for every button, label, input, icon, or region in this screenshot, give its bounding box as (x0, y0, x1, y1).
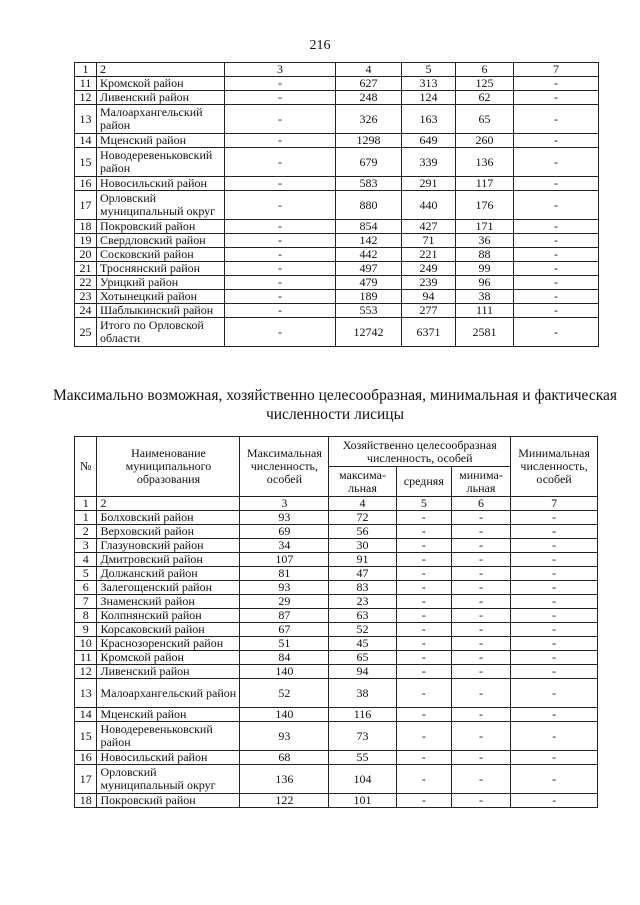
table-header-row (75, 437, 598, 467)
table-row (75, 63, 599, 77)
cell-value: 34 (240, 539, 329, 553)
cell-value: - (514, 91, 599, 105)
cell-value: 104 (329, 765, 396, 794)
cell-value: - (514, 304, 599, 318)
cell-value: 6 (451, 497, 510, 511)
cell-value: 12 (75, 91, 97, 105)
cell-value: 497 (336, 262, 402, 276)
table-row (75, 609, 598, 623)
table-row (75, 91, 599, 105)
cell-value: - (514, 134, 599, 148)
cell-value: - (514, 262, 599, 276)
cell-value: 111 (456, 304, 514, 318)
col-header-econ-avg: средняя (396, 467, 451, 497)
cell-value: - (396, 765, 451, 794)
cell-value: 2581 (456, 318, 514, 347)
table-row (75, 595, 598, 609)
cell-value: - (511, 553, 598, 567)
cell-value: 15 (75, 722, 97, 751)
cell-value: 442 (336, 248, 402, 262)
cell-value: - (451, 765, 510, 794)
cell-value: 84 (240, 651, 329, 665)
cell-value: - (514, 276, 599, 290)
cell-name: Мценский район (97, 708, 240, 722)
cell-value: - (396, 722, 451, 751)
cell-value: - (451, 794, 510, 808)
cell-value: - (514, 220, 599, 234)
cell-value: 21 (75, 262, 97, 276)
cell-value: 13 (75, 105, 97, 134)
cell-value: 291 (402, 177, 456, 191)
table-row (75, 177, 599, 191)
cell-value: 73 (329, 722, 396, 751)
cell-value: 23 (329, 595, 396, 609)
cell-value: 140 (240, 665, 329, 679)
cell-value: 6 (456, 63, 514, 77)
cell-name: Новодеревеньковский район (97, 148, 225, 177)
cell-value: - (396, 637, 451, 651)
cell-value: - (396, 665, 451, 679)
table-row (75, 539, 598, 553)
cell-value: 96 (456, 276, 514, 290)
cell-value: - (451, 637, 510, 651)
cell-value: 71 (402, 234, 456, 248)
cell-value: - (396, 794, 451, 808)
cell-value: 19 (75, 234, 97, 248)
cell-value: 627 (336, 77, 402, 91)
cell-name: 2 (97, 63, 225, 77)
cell-value: 553 (336, 304, 402, 318)
table-row (75, 290, 599, 304)
table-row (75, 304, 599, 318)
cell-value: - (451, 567, 510, 581)
col-header-min: Минимальная численность, особей (511, 437, 598, 497)
cell-value: - (511, 581, 598, 595)
cell-value: 1 (75, 63, 97, 77)
cell-name: Ливенский район (97, 91, 225, 105)
cell-value: - (451, 539, 510, 553)
cell-value: - (514, 77, 599, 91)
cell-value: - (396, 595, 451, 609)
cell-name: Дмитровский район (97, 553, 240, 567)
cell-name: Орловский муниципальный округ (97, 765, 240, 794)
section-heading: Максимально возможная, хозяйственно целесообразная, минимальная и фактическая численности лисицы (52, 387, 618, 423)
cell-value: 36 (456, 234, 514, 248)
cell-value: 679 (336, 148, 402, 177)
cell-value: 116 (329, 708, 396, 722)
cell-value: 11 (75, 77, 97, 91)
cell-value: 117 (456, 177, 514, 191)
table-row (75, 722, 598, 751)
cell-value: 65 (456, 105, 514, 134)
table-row (75, 794, 598, 808)
cell-value: 72 (329, 511, 396, 525)
cell-value: - (225, 77, 336, 91)
cell-value: - (511, 525, 598, 539)
cell-value: 94 (329, 665, 396, 679)
table-row (75, 276, 599, 290)
cell-value: 38 (456, 290, 514, 304)
cell-value: - (225, 248, 336, 262)
cell-value: - (396, 623, 451, 637)
cell-name: Новосильский район (97, 751, 240, 765)
cell-value: - (225, 234, 336, 248)
cell-value: 55 (329, 751, 396, 765)
cell-value: 440 (402, 191, 456, 220)
cell-value: - (511, 609, 598, 623)
cell-value: - (396, 679, 451, 708)
cell-value: 221 (402, 248, 456, 262)
cell-value: 14 (75, 708, 97, 722)
cell-value: - (225, 276, 336, 290)
cell-value: 339 (402, 148, 456, 177)
cell-value: 38 (329, 679, 396, 708)
cell-value: 93 (240, 722, 329, 751)
cell-name: Глазуновский район (97, 539, 240, 553)
table-row (75, 708, 598, 722)
cell-value: - (511, 637, 598, 651)
cell-value: - (396, 609, 451, 623)
cell-value: 52 (240, 679, 329, 708)
cell-name: Хотынецкий район (97, 290, 225, 304)
cell-value: 17 (75, 765, 97, 794)
cell-value: 29 (240, 595, 329, 609)
cell-value: - (514, 318, 599, 347)
cell-value: 4 (75, 553, 97, 567)
cell-value: 17 (75, 191, 97, 220)
cell-value: - (225, 220, 336, 234)
cell-value: 22 (75, 276, 97, 290)
cell-value: - (511, 722, 598, 751)
cell-value: - (514, 105, 599, 134)
cell-value: - (225, 134, 336, 148)
cell-value: 18 (75, 794, 97, 808)
cell-value: 67 (240, 623, 329, 637)
cell-name: Орловский муниципальный округ (97, 191, 225, 220)
cell-value: 52 (329, 623, 396, 637)
cell-value: 4 (336, 63, 402, 77)
table-row (75, 511, 598, 525)
cell-value: 99 (456, 262, 514, 276)
cell-value: - (396, 539, 451, 553)
cell-value: - (511, 511, 598, 525)
cell-value: 13 (75, 679, 97, 708)
cell-value: 6 (75, 581, 97, 595)
cell-value: - (511, 595, 598, 609)
table-row (75, 318, 599, 347)
table-continuation (74, 62, 599, 347)
cell-value: - (225, 318, 336, 347)
cell-value: 140 (240, 708, 329, 722)
table-row (75, 134, 599, 148)
cell-value: - (451, 581, 510, 595)
cell-value: 5 (396, 497, 451, 511)
cell-name: Кромской район (97, 651, 240, 665)
cell-name: Шаблыкинский район (97, 304, 225, 318)
cell-value: 94 (402, 290, 456, 304)
cell-name: Малоархангельский район (97, 679, 240, 708)
cell-value: 249 (402, 262, 456, 276)
table-row (75, 262, 599, 276)
cell-value: - (225, 105, 336, 134)
table-row (75, 765, 598, 794)
cell-value: - (451, 511, 510, 525)
cell-value: 18 (75, 220, 97, 234)
cell-value: - (511, 751, 598, 765)
cell-value: 880 (336, 191, 402, 220)
cell-value: - (451, 595, 510, 609)
table-row (75, 651, 598, 665)
cell-value: - (511, 665, 598, 679)
cell-value: 14 (75, 134, 97, 148)
cell-value: 313 (402, 77, 456, 91)
cell-value: - (225, 262, 336, 276)
table-row (75, 77, 599, 91)
col-header-econ-min: минима-льная (451, 467, 510, 497)
cell-value: 11 (75, 651, 97, 665)
cell-value: - (451, 525, 510, 539)
cell-value: - (451, 679, 510, 708)
cell-name: Итого по Орловской области (97, 318, 225, 347)
cell-value: - (225, 91, 336, 105)
cell-value: 51 (240, 637, 329, 651)
cell-value: - (225, 148, 336, 177)
cell-value: - (511, 567, 598, 581)
cell-value: 2 (75, 525, 97, 539)
cell-value: 583 (336, 177, 402, 191)
cell-value: - (511, 539, 598, 553)
cell-value: 12 (75, 665, 97, 679)
cell-value: 7 (514, 63, 599, 77)
cell-value: 68 (240, 751, 329, 765)
cell-name: Малоархангельский район (97, 105, 225, 134)
page-number: 216 (309, 38, 331, 53)
table-row (75, 665, 598, 679)
cell-value: 239 (402, 276, 456, 290)
cell-value: 91 (329, 553, 396, 567)
cell-value: 10 (75, 637, 97, 651)
cell-value: 136 (240, 765, 329, 794)
cell-value: 47 (329, 567, 396, 581)
table-row (75, 525, 598, 539)
cell-value: 427 (402, 220, 456, 234)
col-header-economic: Хозяйственно целесообразная численность, особей (329, 437, 511, 467)
cell-value: 3 (225, 63, 336, 77)
cell-value: 171 (456, 220, 514, 234)
col-header-econ-max: максима-льная (329, 467, 396, 497)
cell-value: - (451, 651, 510, 665)
cell-value: - (514, 248, 599, 262)
cell-value: 1 (75, 497, 97, 511)
table-row (75, 220, 599, 234)
cell-value: 277 (402, 304, 456, 318)
cell-value: - (225, 290, 336, 304)
cell-value: 125 (456, 77, 514, 91)
cell-name: 2 (97, 497, 240, 511)
cell-value: 176 (456, 191, 514, 220)
cell-value: 24 (75, 304, 97, 318)
cell-value: 122 (240, 794, 329, 808)
col-header-number: № (75, 437, 97, 497)
cell-value: 5 (75, 567, 97, 581)
cell-name: Должанский район (97, 567, 240, 581)
table-row (75, 191, 599, 220)
cell-value: 88 (456, 248, 514, 262)
cell-value: - (451, 665, 510, 679)
cell-name: Урицкий район (97, 276, 225, 290)
cell-value: 163 (402, 105, 456, 134)
table-row (75, 623, 598, 637)
table-fox-population (74, 436, 598, 808)
cell-value: - (511, 765, 598, 794)
table-row (75, 679, 598, 708)
cell-value: - (396, 525, 451, 539)
cell-name: Залегощенский район (97, 581, 240, 595)
cell-name: Корсаковский район (97, 623, 240, 637)
cell-value: 854 (336, 220, 402, 234)
cell-value: - (396, 651, 451, 665)
cell-value: 260 (456, 134, 514, 148)
cell-value: 93 (240, 511, 329, 525)
cell-name: Сосковский район (97, 248, 225, 262)
cell-name: Краснозоренский район (97, 637, 240, 651)
cell-value: 142 (336, 234, 402, 248)
cell-value: 87 (240, 609, 329, 623)
cell-value: 136 (456, 148, 514, 177)
cell-value: 45 (329, 637, 396, 651)
cell-name: Троснянский район (97, 262, 225, 276)
cell-value: 56 (329, 525, 396, 539)
cell-value: - (451, 609, 510, 623)
col-header-max: Максимальная численность, особей (240, 437, 329, 497)
cell-value: - (511, 679, 598, 708)
cell-value: 5 (402, 63, 456, 77)
cell-value: - (225, 191, 336, 220)
cell-name: Новосильский район (97, 177, 225, 191)
cell-value: 649 (402, 134, 456, 148)
cell-value: - (451, 708, 510, 722)
cell-value: - (451, 751, 510, 765)
cell-value: - (396, 567, 451, 581)
table-row (75, 581, 598, 595)
cell-value: 248 (336, 91, 402, 105)
cell-value: - (451, 553, 510, 567)
cell-value: - (396, 553, 451, 567)
cell-value: 189 (336, 290, 402, 304)
cell-value: 83 (329, 581, 396, 595)
cell-value: - (514, 177, 599, 191)
cell-value: - (225, 304, 336, 318)
cell-value: - (511, 651, 598, 665)
cell-value: 23 (75, 290, 97, 304)
cell-value: 124 (402, 91, 456, 105)
cell-value: 8 (75, 609, 97, 623)
cell-value: 30 (329, 539, 396, 553)
cell-value: 65 (329, 651, 396, 665)
table-row (75, 234, 599, 248)
cell-value: 6371 (402, 318, 456, 347)
table-row (75, 567, 598, 581)
cell-value: 1298 (336, 134, 402, 148)
cell-name: Ливенский район (97, 665, 240, 679)
table-row (75, 553, 598, 567)
cell-name: Верховский район (97, 525, 240, 539)
cell-value: 1 (75, 511, 97, 525)
cell-value: 479 (336, 276, 402, 290)
table-row (75, 637, 598, 651)
cell-value: 7 (75, 595, 97, 609)
cell-value: 4 (329, 497, 396, 511)
cell-value: - (514, 290, 599, 304)
cell-value: 20 (75, 248, 97, 262)
cell-name: Колпнянский район (97, 609, 240, 623)
cell-value: - (396, 511, 451, 525)
cell-value: - (514, 191, 599, 220)
cell-value: - (451, 722, 510, 751)
cell-value: - (511, 708, 598, 722)
cell-value: 15 (75, 148, 97, 177)
table-row (75, 105, 599, 134)
col-header-name: Наименование муниципального образования (97, 437, 240, 497)
cell-value: - (396, 581, 451, 595)
cell-name: Покровский район (97, 794, 240, 808)
cell-name: Кромской район (97, 77, 225, 91)
cell-value: 16 (75, 177, 97, 191)
cell-value: 7 (511, 497, 598, 511)
table-row (75, 148, 599, 177)
cell-value: 81 (240, 567, 329, 581)
cell-value: 62 (456, 91, 514, 105)
cell-value: 3 (240, 497, 329, 511)
cell-value: - (396, 708, 451, 722)
cell-value: 101 (329, 794, 396, 808)
cell-name: Покровский район (97, 220, 225, 234)
cell-value: 12742 (336, 318, 402, 347)
cell-value: 93 (240, 581, 329, 595)
cell-value: 69 (240, 525, 329, 539)
cell-value: - (514, 148, 599, 177)
cell-name: Новодеревеньковский район (97, 722, 240, 751)
table-row (75, 248, 599, 262)
cell-value: - (451, 623, 510, 637)
cell-value: 25 (75, 318, 97, 347)
cell-value: - (511, 623, 598, 637)
cell-value: 3 (75, 539, 97, 553)
cell-value: 107 (240, 553, 329, 567)
cell-value: 63 (329, 609, 396, 623)
cell-value: 326 (336, 105, 402, 134)
table-row (75, 751, 598, 765)
cell-name: Болховский район (97, 511, 240, 525)
cell-value: - (514, 234, 599, 248)
table-row (75, 497, 598, 511)
cell-value: - (511, 794, 598, 808)
cell-value: 16 (75, 751, 97, 765)
cell-name: Свердловский район (97, 234, 225, 248)
cell-name: Знаменский район (97, 595, 240, 609)
cell-value: 9 (75, 623, 97, 637)
cell-value: - (225, 177, 336, 191)
cell-name: Мценский район (97, 134, 225, 148)
cell-value: - (396, 751, 451, 765)
